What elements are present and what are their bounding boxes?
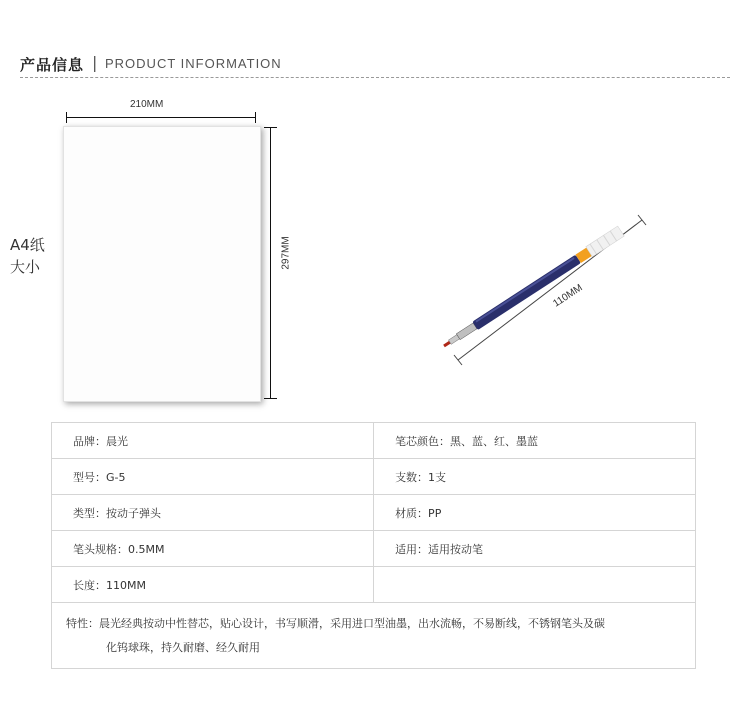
spec-tip-size: 笔头规格：0.5MM [52,531,374,567]
a4-size-label-line1: A4纸 [10,236,45,254]
spec-length: 长度：110MM [52,567,374,603]
a4-size-label [10,234,45,278]
refill-barrel-highlight [475,257,574,322]
spec-model: 型号：G-5 [52,459,374,495]
refill-length-label: 110MM [551,282,585,310]
spec-material: 材质：PP [374,495,696,531]
section-title-cn: 产品信息 [20,56,85,74]
spec-type: 类型：按动子弹头 [52,495,374,531]
table-row [52,459,696,495]
refill-body [441,226,624,351]
a4-size-label-line2: 大小 [10,258,41,276]
table-row [52,423,696,459]
title-separator: | [92,53,98,72]
paper-width-dimension-cap-right [255,112,256,123]
section-header [20,54,730,78]
refill-spring [586,226,624,257]
spec-quantity: 支数：1支 [374,459,696,495]
refill-sleeve [456,323,477,340]
dashed-divider [20,77,730,78]
refill-length-dimension-cap-start [454,355,462,365]
spec-brand: 品牌：晨光 [52,423,374,459]
table-row [52,531,696,567]
paper-height-dimension-cap-bottom [264,398,277,399]
paper-width-dimension-cap-left [66,112,67,123]
pen-refill-image [430,180,660,370]
table-row [52,603,696,669]
table-row [52,567,696,603]
spec-table [51,422,696,669]
spec-empty-cell [374,567,696,603]
paper-height-dimension-cap-top [264,127,277,128]
table-row [52,495,696,531]
spec-compatibility: 适用：适用按动笔 [374,531,696,567]
a4-paper-image [63,126,261,402]
section-title-en: PRODUCT INFORMATION [105,56,282,71]
feature-text-line2: 化钨球珠，持久耐磨、经久耐用 [106,640,260,654]
spec-refill-colors: 笔芯颜色：黑、蓝、红、墨蓝 [374,423,696,459]
spec-features [52,603,696,669]
feature-text-line1: 特性：晨光经典按动中性替芯，贴心设计，书写顺滑，采用进口型油墨，出水流畅，不易断线，不锈钢笔头及碳 [66,616,605,630]
refill-length-dimension-cap-end [638,215,646,225]
paper-height-label: 297MM [280,236,292,270]
paper-width-label: 210MM [130,99,164,110]
paper-width-dimension-line [66,117,256,118]
paper-height-dimension-line [270,127,271,398]
